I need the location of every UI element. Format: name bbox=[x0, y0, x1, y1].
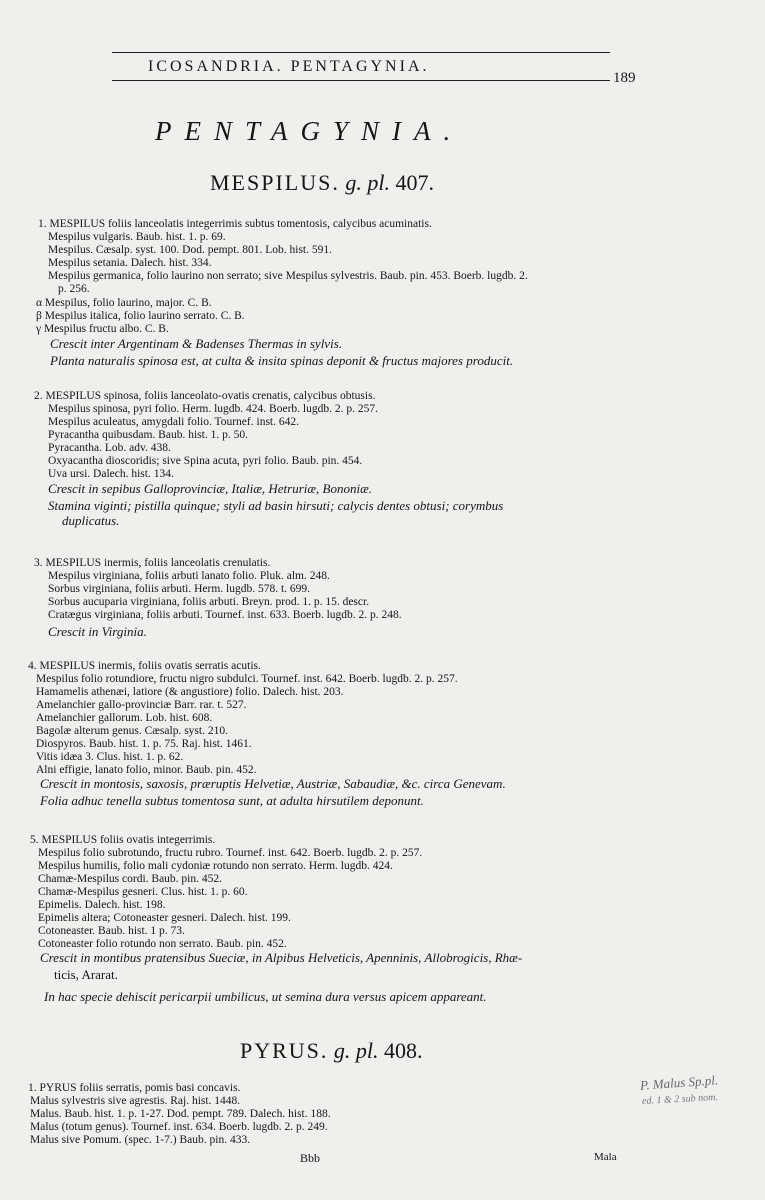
entry-line: Crescit in sepibus Galloprovinciæ, Italiæ, Hetruriæ, Bononiæ. bbox=[48, 481, 373, 496]
entry-line: 3. MESPILUS inermis, foliis lanceolatis crenulatis. bbox=[34, 557, 271, 569]
entry-line: Pyracantha quibusdam. Baub. hist. 1. p. 50. bbox=[48, 429, 248, 441]
entry-line: Epimelis altera; Cotoneaster gesneri. Dalech. hist. 199. bbox=[38, 912, 291, 924]
entry-line: Stamina viginti; pistilla quinque; styli ad basin hirsuti; calycis dentes obtusi; corymbus bbox=[48, 498, 504, 513]
entry-line: Oxyacantha dioscoridis; sive Spina acuta, pyri folio. Baub. pin. 454. bbox=[48, 455, 363, 467]
entry-line: Crescit in montosis, saxosis, præruptis Helvetiæ, Austriæ, Sabaudiæ, &c. circa Genevam. bbox=[40, 776, 506, 791]
entry-line: Vitis idæa 3. Clus. hist. 1. p. 62. bbox=[36, 751, 184, 763]
page-number: 189 bbox=[613, 70, 636, 86]
entry-line: Malus sylvestris sive agrestis. Raj. hist. 1448. bbox=[30, 1095, 241, 1107]
entry-line: Mespilus humilis, folio mali cydoniæ rotundo non serrato. Herm. lugdb. 424. bbox=[38, 860, 393, 872]
entry-line: In hac specie dehiscit pericarpii umbilicus, ut semina dura versus apicem appareant. bbox=[44, 989, 487, 1004]
entry-line: Crescit in Virginia. bbox=[48, 624, 147, 639]
entry-line: γ Mespilus fructu albo. C. B. bbox=[36, 323, 169, 335]
entry-line: Crescit inter Argentinam & Badenses Thermas in sylvis. bbox=[50, 336, 342, 351]
entry-line: 5. MESPILUS foliis ovatis integerrimis. bbox=[30, 834, 216, 846]
entry-line: Mespilus aculeatus, amygdali folio. Tournef. inst. 642. bbox=[48, 416, 299, 428]
entry-line: Uva ursi. Dalech. hist. 134. bbox=[48, 468, 174, 480]
entry-line: Sorbus aucuparia virginiana, foliis arbuti. Breyn. prod. 1. p. 15. descr. bbox=[48, 596, 370, 608]
entry-line: Bagolæ alterum genus. Cæsalp. syst. 210. bbox=[36, 725, 228, 737]
entry-line: Alni effigie, lanato folio, minor. Baub. pin. 452. bbox=[36, 764, 257, 776]
entry-line: Mespilus. Cæsalp. syst. 100. Dod. pempt. 801. Lob. hist. 591. bbox=[48, 244, 332, 256]
entry-line: 1. MESPILUS foliis lanceolatis integerrimis subtus tomentosis, calycibus acuminatis. bbox=[38, 218, 432, 230]
header-rule-top bbox=[112, 52, 610, 53]
entry-line: Sorbus virginiana, foliis arbuti. Herm. lugdb. 578. t. 699. bbox=[48, 583, 311, 595]
entry-line: Mespilus spinosa, pyri folio. Herm. lugdb. 424. Boerb. lugdb. 2. p. 257. bbox=[48, 403, 378, 415]
genus-ref: g. pl. bbox=[333, 1038, 379, 1063]
entry-line: p. 256. bbox=[58, 283, 90, 295]
entry-line: Mespilus folio subrotundo, fructu rubro. Tournef. inst. 642. Boerb. lugdb. 2. p. 257. bbox=[38, 847, 423, 859]
entry-line: Cotoneaster folio rotundo non serrato. Baub. pin. 452. bbox=[38, 938, 287, 950]
entry-line: Mespilus folio rotundiore, fructu nigro subdulci. Tournef. inst. 642. Boerb. lugdb. 2. p. 257. bbox=[36, 673, 458, 685]
genus-name: MESPILUS. bbox=[210, 170, 340, 195]
entry-line: Hamamelis athenæi, latiore (& angustiore) folio. Dalech. hist. 203. bbox=[36, 686, 344, 698]
entry-line: Malus. Baub. hist. 1. p. 1-27. Dod. pempt. 789. Dalech. hist. 188. bbox=[30, 1108, 331, 1120]
entry-line: duplicatus. bbox=[62, 513, 120, 528]
entry-line: Malus sive Pomum. (spec. 1-7.) Baub. pin. 433. bbox=[30, 1134, 251, 1146]
entry-line: Planta naturalis spinosa est, at culta & insita spinas deponit & fructus majores producit. bbox=[50, 353, 514, 368]
entry-line: Crescit in montibus pratensibus Sueciæ, in Alpibus Helveticis, Apenninis, Allobrogicis, Rhæ- bbox=[40, 950, 523, 965]
entry-line: Cratægus virginiana, foliis arbuti. Tournef. inst. 633. Boerb. lugdb. 2. p. 248. bbox=[48, 609, 402, 621]
handwritten-margin-note: P. Malus Sp.pl. bbox=[639, 1072, 719, 1093]
entry-line: Chamæ-Mespilus cordi. Baub. pin. 452. bbox=[38, 873, 222, 885]
genus-name: PYRUS. bbox=[240, 1038, 329, 1063]
entry-line: Mespilus setania. Dalech. hist. 334. bbox=[48, 257, 212, 269]
entry-line: Mespilus virginiana, foliis arbuti lanato folio. Pluk. alm. 248. bbox=[48, 570, 330, 582]
entry-line: 2. MESPILUS spinosa, foliis lanceolato-ovatis crenatis, calycibus obtusis. bbox=[34, 390, 376, 402]
entry-line: Chamæ-Mespilus gesneri. Clus. hist. 1. p. 60. bbox=[38, 886, 248, 898]
entry-line: Folia adhuc tenella subtus tomentosa sunt, at adulta hirsutilem deponunt. bbox=[40, 793, 424, 808]
entry-line: Malus (totum genus). Tournef. inst. 634. Boerb. lugdb. 2. p. 249. bbox=[30, 1121, 328, 1133]
entry-line: Cotoneaster. Baub. hist. 1 p. 73. bbox=[38, 925, 185, 937]
entry-line: Amelanchier gallorum. Lob. hist. 608. bbox=[36, 712, 213, 724]
genus-number: 408. bbox=[384, 1038, 423, 1063]
entry-line: Amelanchier gallo-provinciæ Barr. rar. t. 527. bbox=[36, 699, 247, 711]
genus-number: 407. bbox=[395, 170, 434, 195]
signature-mark: Bbb bbox=[300, 1151, 321, 1165]
genus-ref: g. pl. bbox=[345, 170, 390, 195]
entry-line: α Mespilus, folio laurino, major. C. B. bbox=[36, 297, 212, 309]
running-title: ICOSANDRIA. PENTAGYNIA. bbox=[148, 58, 430, 75]
entry-line: ticis, Ararat. bbox=[54, 967, 118, 982]
genus-heading-pyrus bbox=[240, 1038, 423, 1064]
entry-line: Mespilus vulgaris. Baub. hist. 1. p. 69. bbox=[48, 231, 226, 243]
entry-line: Diospyros. Baub. hist. 1. p. 75. Raj. hist. 1461. bbox=[36, 738, 252, 750]
catchword: Mala bbox=[594, 1151, 617, 1163]
entry-line: Mespilus germanica, folio laurino non serrato; sive Mespilus sylvestris. Baub. pin. 453. Boerb. lugdb. 2. bbox=[48, 270, 528, 282]
handwritten-margin-note-small: ed. 1 & 2 sub nom. bbox=[641, 1092, 719, 1107]
entry-line: β Mespilus italica, folio laurino serrato. C. B. bbox=[36, 310, 245, 322]
header-rule-bottom bbox=[112, 80, 610, 81]
section-title: PENTAGYNIA. bbox=[155, 116, 464, 146]
entry-line: Epimelis. Dalech. hist. 198. bbox=[38, 899, 166, 911]
genus-heading-mespilus bbox=[210, 170, 434, 196]
entry-line: 1. PYRUS foliis serratis, pomis basi concavis. bbox=[28, 1082, 241, 1094]
entry-line: 4. MESPILUS inermis, foliis ovatis serratis acutis. bbox=[28, 660, 261, 672]
entry-line: Pyracantha. Lob. adv. 438. bbox=[48, 442, 171, 454]
